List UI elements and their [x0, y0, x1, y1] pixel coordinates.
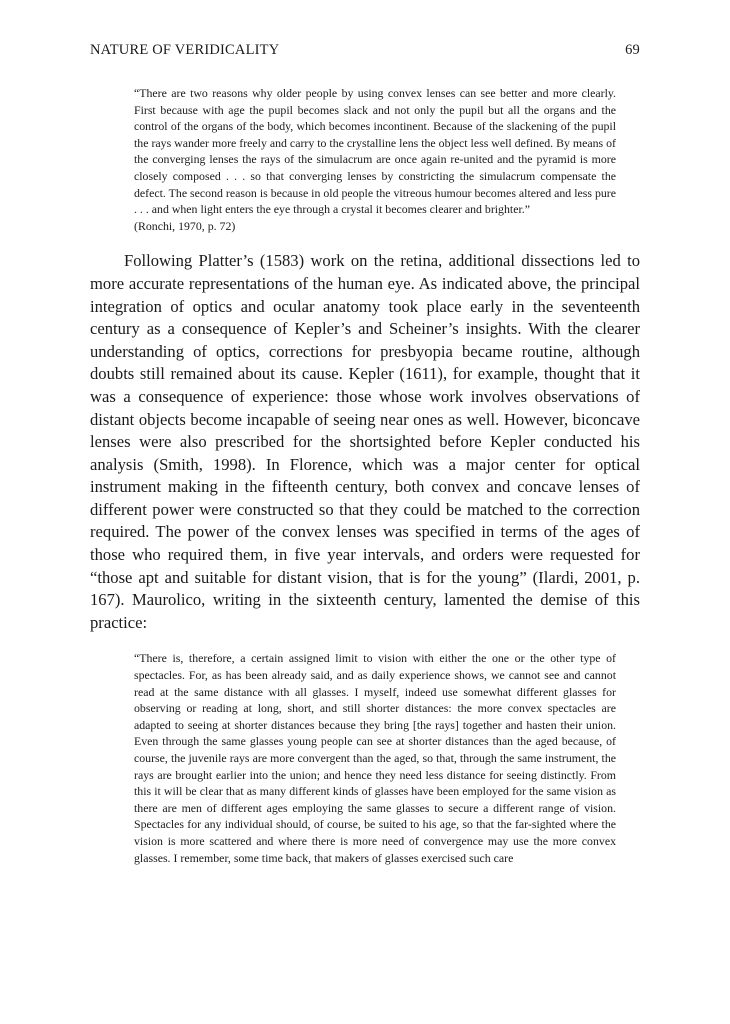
book-page: [90, 42, 640, 866]
body-paragraph: Following Platter’s (1583) work on the retina, additional dissections led to more accurate representations of the human eye. As indicated above, the principal integration of optics and ocular anatomy took place early in the seventeenth century as a consequence of Kepler’s and Scheiner’s insights. With the clearer understanding of optics, corrections for presbyopia became routine, although doubts still remained about its cause. Kepler (1611), for example, thought that it was a consequence of experience: those whose work involves observations of distant objects become incapable of seeing near ones as well. However, biconcave lenses were also prescribed for the shortsighted before Kepler conducted his analysis (Smith, 1998). In Florence, which was a major center for optical instrument making in the fifteenth century, both convex and concave lenses of different power were constructed so that they could be matched to the correction required. The power of the convex lenses was specified in terms of the ages of those who required them, in five year intervals, and orders were requested for “those apt and suitable for distant vision, that is for the young” (Ilardi, 2001, p. 167). Maurolico, writing in the sixteenth century, lamented the demise of this practice:: [90, 251, 640, 632]
running-title: NATURE OF VERIDICALITY: [90, 42, 280, 58]
running-header: [90, 42, 640, 64]
body-text: [90, 250, 640, 634]
page-number: 69: [625, 42, 640, 58]
quote-text: “There is, therefore, a certain assigned limit to vision with either the one or the other type of spectacles. For, as has been already said, and as daily experience shows, we cannot see and cannot read at the same distance with all glasses. I myself, indeed use somewhat different glasses for observing or reading at long, short, and still shorter distances: the more convex spectacles are adapted to seeing at shorter distances because they bring [the rays] together and hasten their union. Even through the same glasses young people can see at shorter distances than the aged because, of course, the juvenile rays are more convergent than the aged, so that, through the same instrument, the rays are brought earlier into the union; and hence they need less distance for seeing distinctly. From this it will be clear that as many different kinds of glasses have been employed for the same vision as there are men of different ages employing the same glasses to secure a different range of vision. Spectacles for any individual should, of course, be suited to his age, so that the far-sighted where the vision is more scattered and where there is more need of convergence may use the more convex glasses. I remember, some time back, that makers of glasses exercised such care: [134, 651, 616, 865]
quote-citation: (Ronchi, 1970, p. 72): [134, 218, 236, 233]
block-quote-maurolico: [134, 650, 616, 866]
quote-text: “There are two reasons why older people by using convex lenses can see better and more clearly. First because with age the pupil becomes slack and not only the pupil but all the organs and the control of the organs of the body, which becomes incontinent. Because of the slackening of the pupil the rays wander more freely and carry to the crystalline lens the object less well defined. By means of the converging lenses the rays of the simulacrum are once again re-united and the pyramid is more closely composed . . . so that converging lenses by constricting the simulacrum compensate the defect. The second reason is because in old people the vitreous humour becomes altered and less pure . . . and when light enters the eye through a crystal it becomes clearer and brighter.”: [134, 86, 616, 217]
block-quote-ronchi: [134, 85, 616, 234]
